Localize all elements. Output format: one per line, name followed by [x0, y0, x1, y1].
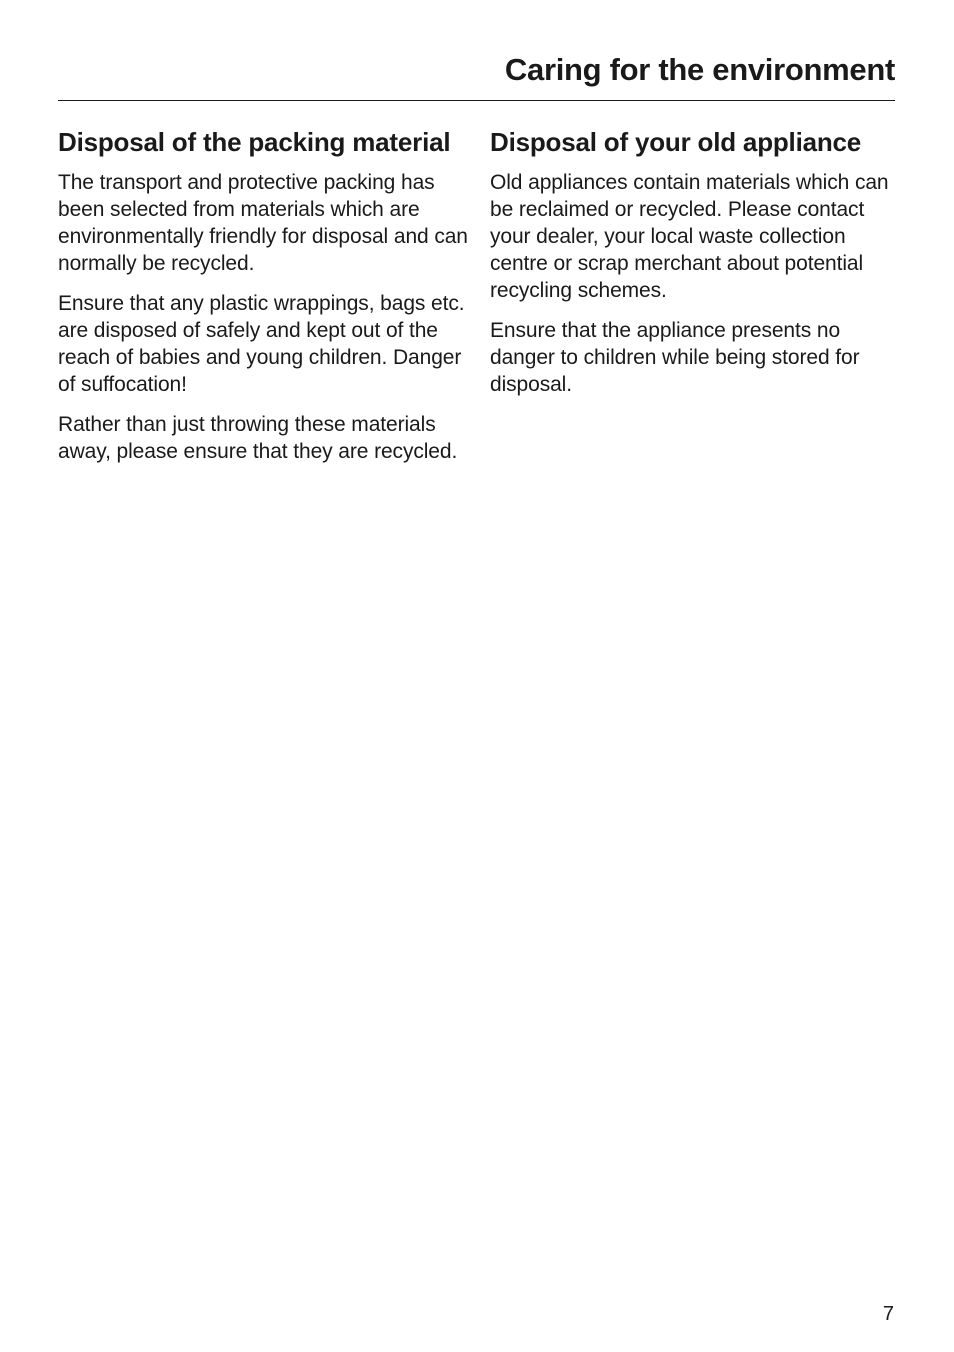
- paragraph: The transport and protective packing has been selected from materials which are environmentally friendly for disposal and can normally be recycled.: [58, 171, 468, 275]
- section-appliance-disposal: [490, 126, 900, 411]
- paragraph: Ensure that any plastic wrappings, bags etc. are disposed of safely and kept out of the reach of babies and young children. Danger of suffocation!: [58, 292, 465, 396]
- page-number: 7: [882, 1303, 894, 1325]
- paragraph: Old appliances contain materials which can be reclaimed or recycled. Please contact your dealer, your local waste collection centre or scrap merchant about potential recycling schemes.: [490, 171, 889, 302]
- paragraph: Ensure that the appliance presents no danger to children while being stored for disposal.: [490, 319, 860, 396]
- section-packing-disposal: [58, 126, 468, 478]
- section-heading: Disposal of the packing material: [58, 127, 451, 157]
- section-heading: Disposal of your old appliance: [490, 127, 862, 157]
- title-divider: [58, 100, 895, 101]
- paragraph: Rather than just throwing these materials away, please ensure that they are recycled.: [58, 413, 458, 463]
- page-title: Caring for the environment: [504, 52, 895, 87]
